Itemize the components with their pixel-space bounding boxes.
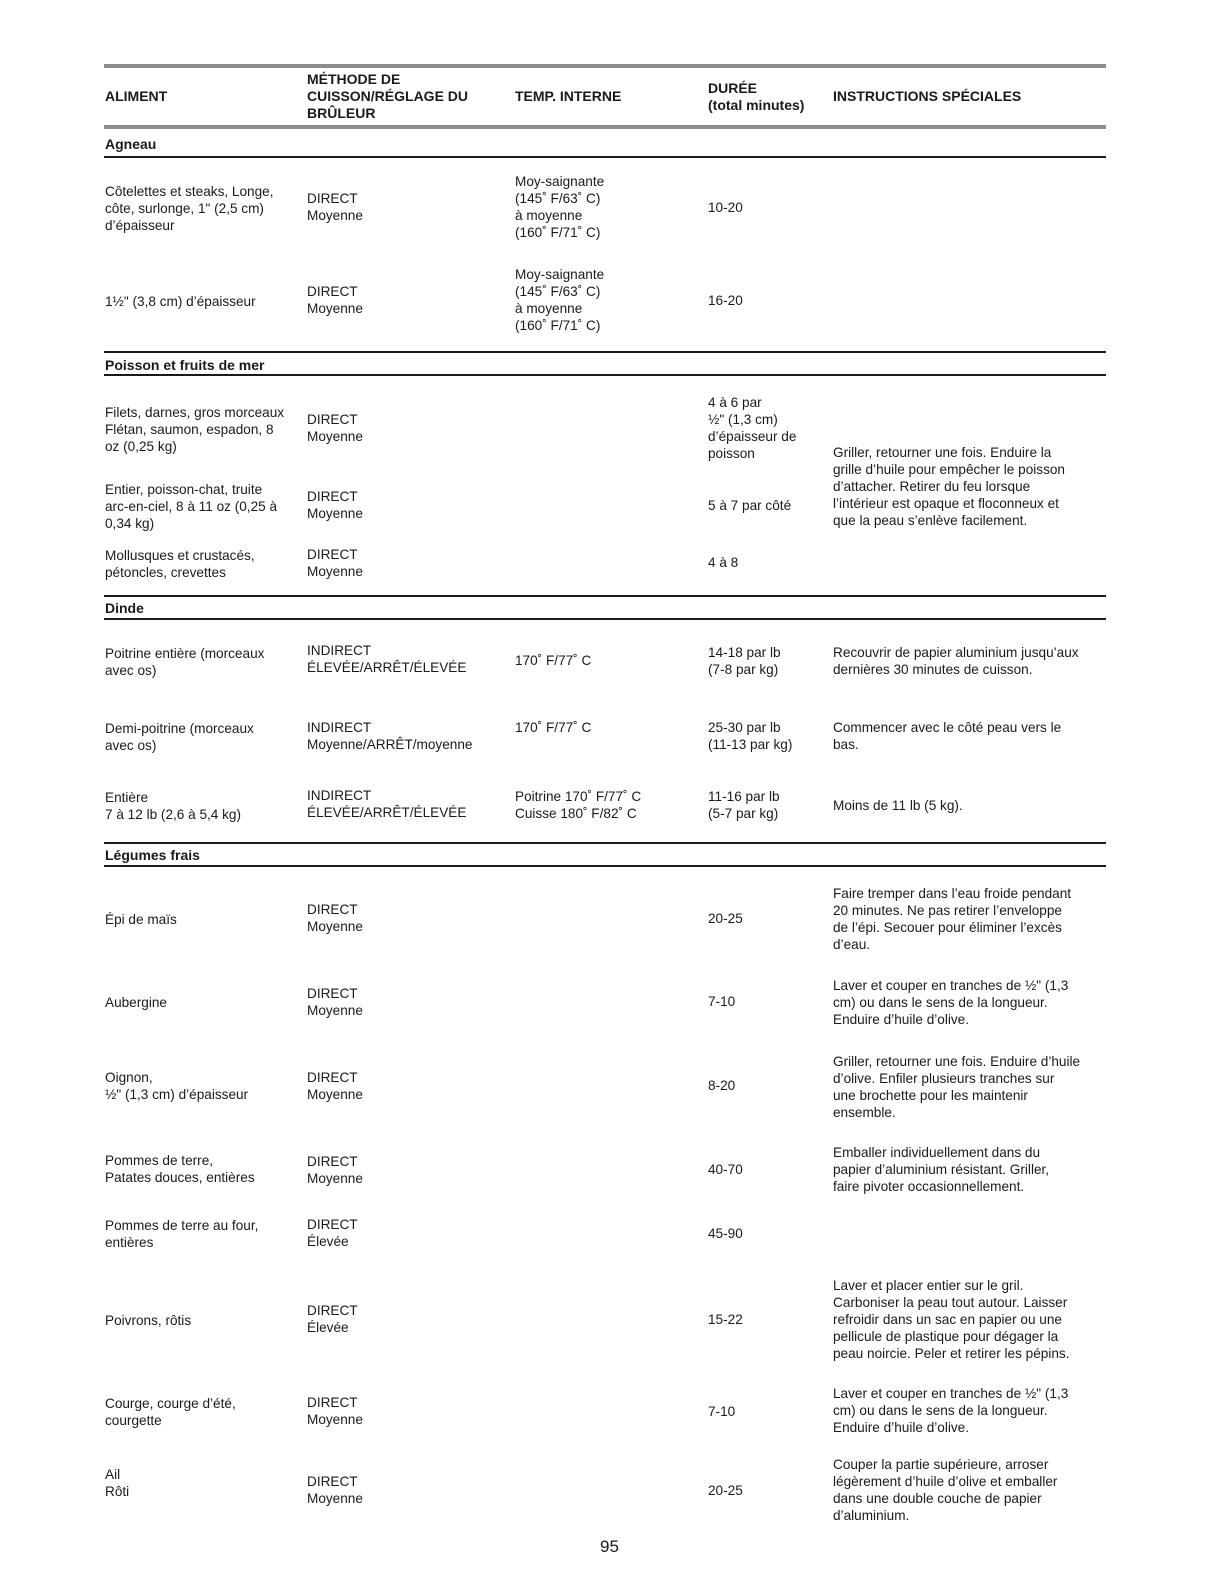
table-cell-duree: 20-25	[708, 911, 743, 926]
section-rule	[104, 618, 1106, 620]
table-cell-duree: 45-90	[708, 1226, 743, 1241]
table-cell-methode: DIRECT Moyenne	[307, 986, 363, 1018]
section-rule	[104, 865, 1106, 867]
table-cell-instructions: Emballer individuellement dans du papier d’aluminium résistant. Griller, faire pivoter occasionnellement.	[833, 1145, 1050, 1194]
header-top-rule	[104, 64, 1106, 68]
column-header-duree: DURÉE (total minutes)	[708, 80, 805, 113]
section-rule	[104, 374, 1106, 376]
table-cell-aliment: Pommes de terre, Patates douces, entières	[105, 1153, 255, 1185]
table-cell-duree: 10-20	[708, 200, 743, 215]
column-header-aliment: ALIMENT	[105, 88, 168, 104]
table-cell-duree: 7-10	[708, 994, 736, 1009]
section-title-legumes: Légumes frais	[105, 847, 200, 863]
table-cell-instructions: Couper la partie supérieure, arroser légèrement d’huile d’olive et emballer dans une double couche de papier d’aluminium.	[833, 1457, 1058, 1523]
table-cell-methode: DIRECT Moyenne	[307, 191, 363, 223]
table-cell-instructions: Moins de 11 lb (5 kg).	[833, 798, 963, 813]
table-cell-aliment: Courge, courge d’été, courgette	[105, 1396, 236, 1428]
table-cell-instructions: Commencer avec le côté peau vers le bas.	[833, 720, 1062, 752]
table-cell-aliment: 1½" (3,8 cm) d’épaisseur	[105, 294, 256, 309]
section-title-agneau: Agneau	[105, 136, 157, 152]
table-cell-duree: 5 à 7 par côté	[708, 498, 792, 513]
table-cell-aliment: Entier, poisson-chat, truite arc-en-ciel, 8 à 11 oz (0,25 à 0,34 kg)	[105, 482, 278, 531]
section-title-dinde: Dinde	[105, 600, 144, 616]
table-cell-aliment: Poitrine entière (morceaux avec os)	[105, 646, 265, 678]
table-cell-instructions: Faire tremper dans l’eau froide pendant 20 minutes. Ne pas retirer l’enveloppe de l’épi. Secouer pour éliminer l’excès d’eau.	[833, 886, 1072, 952]
table-cell-temp: Moy-saignante (145˚ F/63˚ C) à moyenne (160˚ F/71˚ C)	[515, 267, 605, 333]
table-cell-duree: 4 à 6 par ½" (1,3 cm) d’épaisseur de poisson	[708, 395, 797, 461]
table-cell-aliment: Pommes de terre au four, entières	[105, 1218, 259, 1250]
table-cell-instructions: Laver et couper en tranches de ½" (1,3 cm) ou dans le sens de la longueur. Enduire d’huile d’olive.	[833, 978, 1069, 1027]
table-cell-temp: Poitrine 170˚ F/77˚ C Cuisse 180˚ F/82˚ C	[515, 789, 642, 821]
column-header-temp: TEMP. INTERNE	[515, 88, 622, 104]
table-cell-duree: 25-30 par lb (11-13 par kg)	[708, 720, 793, 752]
table-cell-duree: 40-70	[708, 1162, 743, 1177]
table-cell-aliment: Épi de maïs	[105, 912, 177, 927]
table-cell-duree: 8-20	[708, 1078, 736, 1093]
table-cell-duree: 7-10	[708, 1404, 736, 1419]
table-cell-instructions: Griller, retourner une fois. Enduire la grille d’huile pour empêcher le poisson d’attacher. Retirer du feu lorsque l’intérieur est opaque et floconneux et que la peau s’enlève facilement.	[833, 445, 1065, 528]
table-cell-methode: INDIRECT Moyenne/ARRÊT/moyenne	[307, 720, 473, 752]
section-rule	[104, 595, 1106, 597]
table-cell-instructions: Griller, retourner une fois. Enduire d’huile d’olive. Enfiler plusieurs tranches sur une brochette pour les maintenir ensemble.	[833, 1054, 1081, 1120]
table-cell-methode: DIRECT Moyenne	[307, 1395, 363, 1427]
table-cell-instructions: Laver et placer entier sur le gril. Carboniser la peau tout autour. Laisser refroidir dans un sac en papier ou une pellicule de plastique pour dégager la peau noircie. Peler et retirer les pépins.	[833, 1278, 1070, 1361]
table-cell-methode: DIRECT Élevée	[307, 1217, 358, 1249]
table-cell-aliment: Mollusques et crustacés, pétoncles, crevettes	[105, 548, 255, 580]
table-cell-aliment: Filets, darnes, gros morceaux Flétan, saumon, espadon, 8 oz (0,25 kg)	[105, 405, 285, 454]
section-rule	[104, 842, 1106, 844]
table-cell-temp: 170˚ F/77˚ C	[515, 720, 592, 735]
table-cell-aliment: Oignon, ½" (1,3 cm) d’épaisseur	[105, 1070, 249, 1102]
page-number: 95	[600, 1537, 619, 1556]
table-cell-methode: DIRECT Moyenne	[307, 284, 363, 316]
table-cell-duree: 11-16 par lb (5-7 par kg)	[708, 789, 780, 821]
column-header-instructions: INSTRUCTIONS SPÉCIALES	[833, 88, 1022, 104]
table-cell-temp: 170˚ F/77˚ C	[515, 653, 592, 668]
column-header-methode: MÉTHODE DE CUISSON/RÉGLAGE DU BRÛLEUR	[307, 71, 469, 121]
table-cell-aliment: Poivrons, rôtis	[105, 1313, 192, 1328]
table-cell-instructions: Recouvrir de papier aluminium jusqu’aux dernières 30 minutes de cuisson.	[833, 645, 1079, 677]
table-cell-duree: 15-22	[708, 1312, 743, 1327]
table-cell-aliment: Côtelettes et steaks, Longe, côte, surlonge, 1" (2,5 cm) d’épaisseur	[105, 184, 274, 233]
table-cell-methode: DIRECT Moyenne	[307, 1070, 363, 1102]
table-cell-methode: INDIRECT ÉLEVÉE/ARRÊT/ÉLEVÉE	[307, 788, 467, 820]
table-cell-methode: INDIRECT ÉLEVÉE/ARRÊT/ÉLEVÉE	[307, 643, 467, 675]
table-cell-temp: Moy-saignante (145˚ F/63˚ C) à moyenne (160˚ F/71˚ C)	[515, 174, 605, 240]
table-cell-duree: 16-20	[708, 293, 743, 308]
table-cell-methode: DIRECT Élevée	[307, 1303, 358, 1335]
table-cell-duree: 4 à 8	[708, 555, 739, 570]
table-cell-aliment: Aubergine	[105, 995, 167, 1010]
table-cell-instructions: Laver et couper en tranches de ½" (1,3 cm) ou dans le sens de la longueur. Enduire d’huile d’olive.	[833, 1386, 1069, 1435]
section-rule	[104, 351, 1106, 353]
header-bottom-rule	[104, 125, 1106, 129]
table-cell-methode: DIRECT Moyenne	[307, 412, 363, 444]
section-rule	[104, 156, 1106, 158]
table-cell-methode: DIRECT Moyenne	[307, 1474, 363, 1506]
table-cell-methode: DIRECT Moyenne	[307, 547, 363, 579]
section-title-poisson: Poisson et fruits de mer	[105, 357, 265, 373]
table-cell-aliment: Ail Rôti	[105, 1467, 130, 1499]
table-cell-duree: 14-18 par lb (7-8 par kg)	[708, 645, 781, 677]
table-cell-duree: 20-25	[708, 1483, 743, 1498]
table-cell-methode: DIRECT Moyenne	[307, 902, 363, 934]
table-cell-aliment: Entière 7 à 12 lb (2,6 à 5,4 kg)	[105, 790, 242, 822]
table-cell-methode: DIRECT Moyenne	[307, 489, 363, 521]
table-cell-aliment: Demi-poitrine (morceaux avec os)	[105, 721, 254, 753]
table-cell-methode: DIRECT Moyenne	[307, 1154, 363, 1186]
